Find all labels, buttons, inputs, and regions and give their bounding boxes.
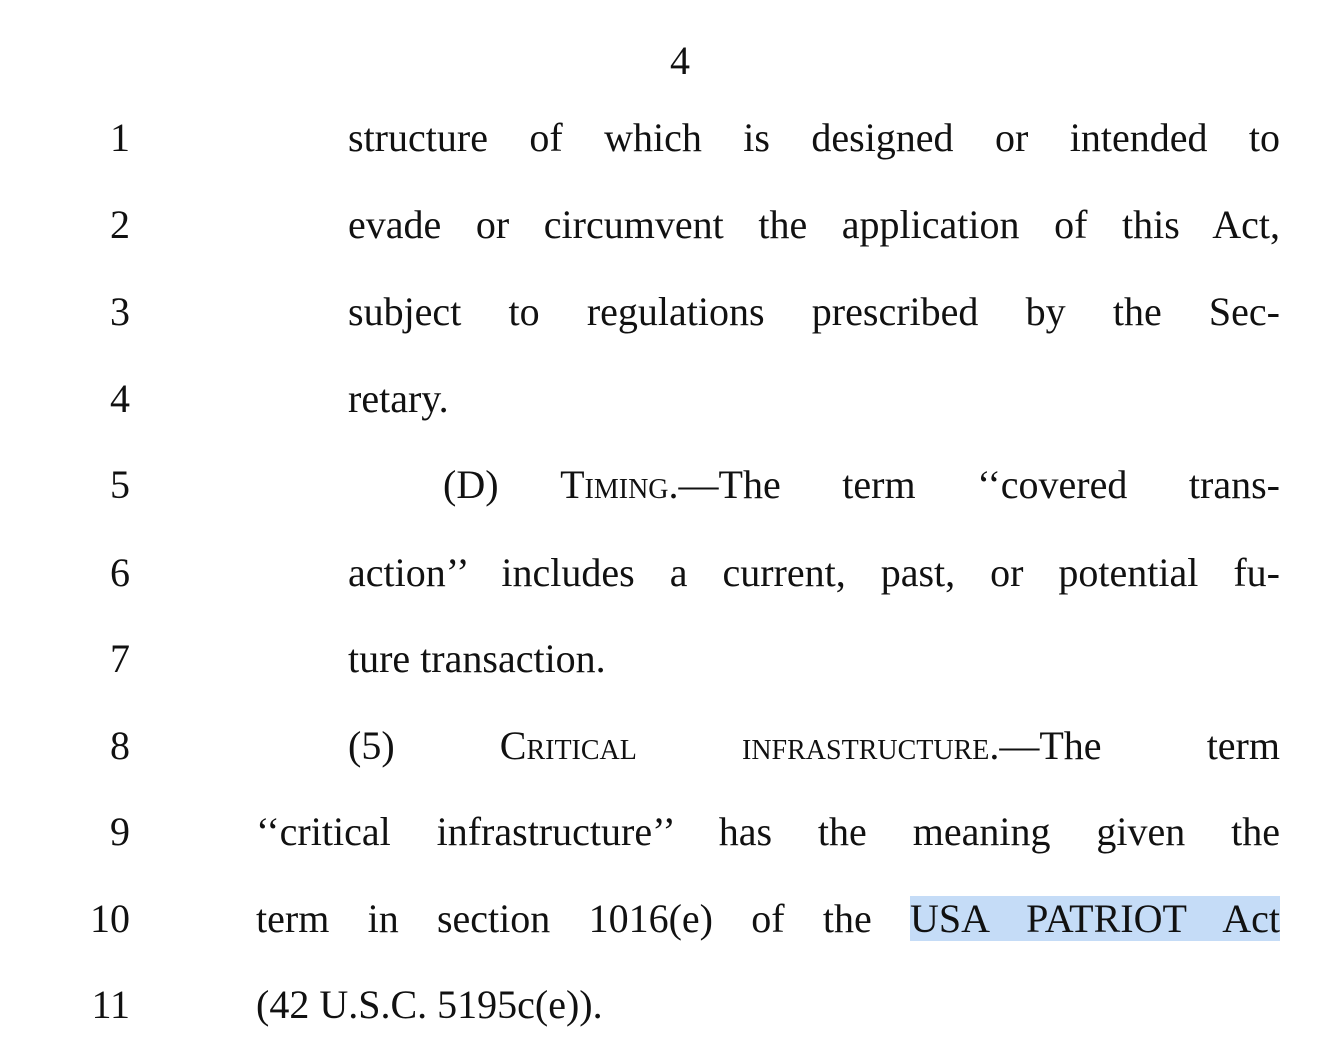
document-line bbox=[0, 195, 1330, 255]
line-text: evade or circumvent the application of this Act, bbox=[348, 202, 1280, 247]
page-number: 4 bbox=[670, 38, 690, 83]
line-text: ture transaction. bbox=[348, 636, 606, 681]
section-heading: Critical infrastructure. bbox=[499, 723, 1000, 768]
line-text: subject to regulations prescribed by the Sec- bbox=[348, 289, 1280, 334]
line-number: 9 bbox=[110, 809, 130, 854]
document-line bbox=[0, 975, 1330, 1035]
line-text: action’’ includes a current, past, or potential fu- bbox=[348, 550, 1280, 595]
line-number: 8 bbox=[110, 723, 130, 768]
line-text-prefix: term in section 1016(e) of the bbox=[256, 896, 911, 941]
document-line bbox=[0, 455, 1330, 515]
section-heading: Timing. bbox=[560, 462, 679, 507]
line-number: 10 bbox=[90, 896, 130, 941]
line-text-continuation: —The term bbox=[999, 723, 1280, 768]
line-number: 6 bbox=[110, 550, 130, 595]
line-text: (42 U.S.C. 5195c(e)). bbox=[256, 982, 603, 1027]
document-line bbox=[0, 802, 1330, 862]
line-text: retary. bbox=[348, 376, 449, 421]
paragraph-designator: (D) bbox=[443, 462, 561, 507]
paragraph-designator: (5) bbox=[348, 723, 500, 768]
line-number: 3 bbox=[110, 289, 130, 334]
line-text: ‘‘critical infrastructure’’ has the meaning given the bbox=[256, 809, 1280, 854]
line-text bbox=[443, 455, 1280, 515]
line-text bbox=[256, 889, 1280, 949]
document-line bbox=[0, 108, 1330, 168]
line-number: 2 bbox=[110, 202, 130, 247]
document-line bbox=[0, 543, 1330, 603]
document-line bbox=[0, 369, 1330, 429]
selected-text-highlight[interactable]: USA PATRIOT Act bbox=[910, 896, 1281, 941]
line-number: 4 bbox=[110, 376, 130, 421]
line-number: 5 bbox=[110, 462, 130, 507]
line-number: 7 bbox=[110, 636, 130, 681]
document-line bbox=[0, 282, 1330, 342]
line-text: structure of which is designed or intended to bbox=[348, 115, 1280, 160]
document-line bbox=[0, 716, 1330, 776]
line-text bbox=[348, 716, 1280, 776]
line-number: 1 bbox=[110, 115, 130, 160]
line-number: 11 bbox=[91, 982, 130, 1027]
document-line bbox=[0, 629, 1330, 689]
document-line bbox=[0, 889, 1330, 949]
line-text-continuation: —The term ‘‘covered trans- bbox=[678, 462, 1280, 507]
